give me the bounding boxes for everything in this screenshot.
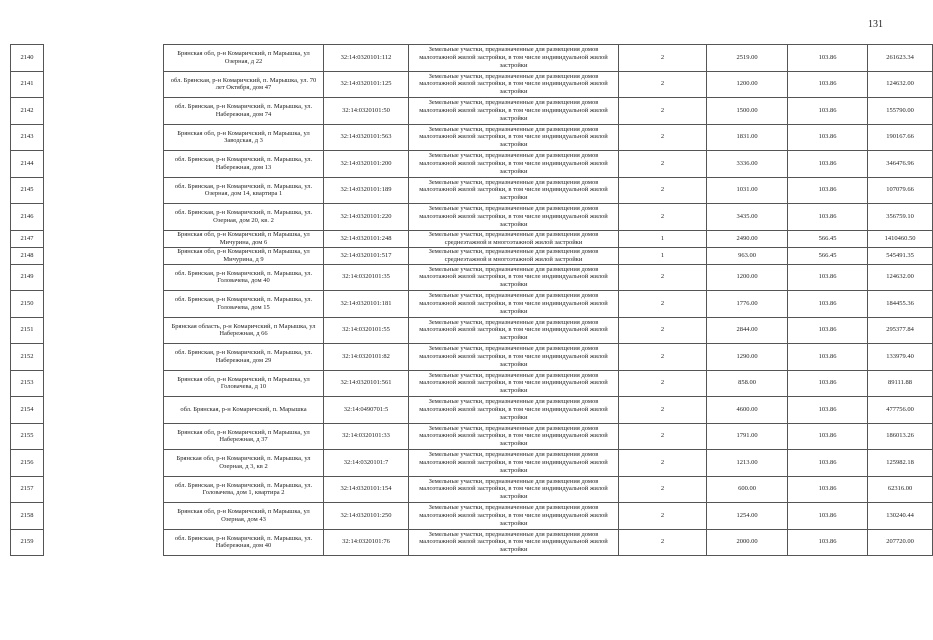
cadastral-number-cell: 32:14:0490701:5	[324, 397, 409, 424]
table-row	[11, 124, 933, 151]
spacer-cell	[44, 204, 164, 231]
area-cell: 1776.00	[707, 291, 788, 318]
spacer-cell	[44, 529, 164, 556]
table-body	[11, 45, 933, 556]
address-cell: обл. Брянская, р-н Комаричский, п. Марышка	[164, 397, 324, 424]
area-cell: 2844.00	[707, 317, 788, 344]
specific-value-cell: 566.45	[788, 247, 868, 264]
group-number-cell: 2	[619, 503, 707, 530]
table-row	[11, 317, 933, 344]
cadastral-number-cell: 32:14:0320101:76	[324, 529, 409, 556]
cadastral-number-cell: 32:14:0320101:517	[324, 247, 409, 264]
land-use-cell: Земельные участки, предназначенные для размещения домов среднеэтажной и многоэтажной жилой застройки	[409, 247, 619, 264]
cadastral-number-cell: 32:14:0320101:82	[324, 344, 409, 371]
table-row	[11, 45, 933, 72]
address-cell: обл. Брянская, р-н Комаричский, п. Марышка, ул. Головачева, дом 1, квартира 2	[164, 476, 324, 503]
specific-value-cell: 103.86	[788, 370, 868, 397]
area-cell: 963.00	[707, 247, 788, 264]
table-row	[11, 450, 933, 477]
row-number-cell: 2150	[11, 291, 44, 318]
table-row	[11, 291, 933, 318]
specific-value-cell: 566.45	[788, 230, 868, 247]
row-number-cell: 2156	[11, 450, 44, 477]
address-cell: обл. Брянская, р-н Комаричский, п. Марышка, ул. Набережная, дом 74	[164, 98, 324, 125]
table-row	[11, 230, 933, 247]
address-cell: Брянская обл, р-н Комаричский, п Марышка, ул Мичурина, д 9	[164, 247, 324, 264]
group-number-cell: 2	[619, 291, 707, 318]
cadastral-value-cell: 477756.00	[868, 397, 933, 424]
land-use-cell: Земельные участки, предназначенные для размещения домов малоэтажной жилой застройки, в том числе индивидуальной жилой застройки	[409, 71, 619, 98]
land-use-cell: Земельные участки, предназначенные для размещения домов малоэтажной жилой застройки, в том числе индивидуальной жилой застройки	[409, 264, 619, 291]
group-number-cell: 2	[619, 370, 707, 397]
spacer-cell	[44, 247, 164, 264]
address-cell: Брянская обл, р-н Комаричский, п. Марышка, ул Озерная, д 3, кв 2	[164, 450, 324, 477]
spacer-cell	[44, 450, 164, 477]
cadastral-number-cell: 32:14:0320101:181	[324, 291, 409, 318]
cadastral-value-cell: 130240.44	[868, 503, 933, 530]
row-number-cell: 2149	[11, 264, 44, 291]
cadastral-value-cell: 545491.35	[868, 247, 933, 264]
cadastral-value-table	[10, 44, 933, 556]
land-use-cell: Земельные участки, предназначенные для размещения домов малоэтажной жилой застройки, в том числе индивидуальной жилой застройки	[409, 291, 619, 318]
cadastral-number-cell: 32:14:0320101:248	[324, 230, 409, 247]
area-cell: 1290.00	[707, 344, 788, 371]
group-number-cell: 2	[619, 71, 707, 98]
address-cell: Брянская обл, р-н Комаричский, п Марышка, ул Заводская, д 3	[164, 124, 324, 151]
cadastral-number-cell: 32:14:0320101:561	[324, 370, 409, 397]
area-cell: 3336.00	[707, 151, 788, 178]
address-cell: Брянская обл, р-н Комаричский, п Марышка, ул Мичурина, дом 6	[164, 230, 324, 247]
specific-value-cell: 103.86	[788, 264, 868, 291]
address-cell: обл. Брянская, р-н Комаричский, п. Марышка, ул. Озерная, дом 14, квартира 1	[164, 177, 324, 204]
cadastral-value-cell: 295377.84	[868, 317, 933, 344]
group-number-cell: 2	[619, 450, 707, 477]
group-number-cell: 2	[619, 529, 707, 556]
spacer-cell	[44, 317, 164, 344]
land-use-cell: Земельные участки, предназначенные для размещения домов малоэтажной жилой застройки, в том числе индивидуальной жилой застройки	[409, 503, 619, 530]
cadastral-value-cell: 133979.40	[868, 344, 933, 371]
address-cell: Брянская обл, р-н Комаричский, п Марышка, ул Озерная, дом 43	[164, 503, 324, 530]
table-row	[11, 264, 933, 291]
group-number-cell: 2	[619, 177, 707, 204]
specific-value-cell: 103.86	[788, 98, 868, 125]
spacer-cell	[44, 503, 164, 530]
cadastral-number-cell: 32:14:0320101:35	[324, 264, 409, 291]
land-use-cell: Земельные участки, предназначенные для размещения домов малоэтажной жилой застройки, в том числе индивидуальной жилой застройки	[409, 151, 619, 178]
area-cell: 4600.00	[707, 397, 788, 424]
specific-value-cell: 103.86	[788, 317, 868, 344]
row-number-cell: 2148	[11, 247, 44, 264]
spacer-cell	[44, 124, 164, 151]
specific-value-cell: 103.86	[788, 177, 868, 204]
specific-value-cell: 103.86	[788, 529, 868, 556]
row-number-cell: 2143	[11, 124, 44, 151]
table-row	[11, 247, 933, 264]
specific-value-cell: 103.86	[788, 423, 868, 450]
cadastral-value-cell: 124632.00	[868, 264, 933, 291]
table-row	[11, 529, 933, 556]
row-number-cell: 2154	[11, 397, 44, 424]
spacer-cell	[44, 177, 164, 204]
area-cell: 1831.00	[707, 124, 788, 151]
area-cell: 1200.00	[707, 71, 788, 98]
address-cell: обл. Брянская, р-н Комаричский, п. Марышка, ул. Набережная, дом 13	[164, 151, 324, 178]
row-number-cell: 2146	[11, 204, 44, 231]
cadastral-value-cell: 125982.18	[868, 450, 933, 477]
land-use-cell: Земельные участки, предназначенные для размещения домов малоэтажной жилой застройки, в том числе индивидуальной жилой застройки	[409, 45, 619, 72]
group-number-cell: 2	[619, 151, 707, 178]
table-row	[11, 476, 933, 503]
land-use-cell: Земельные участки, предназначенные для размещения домов малоэтажной жилой застройки, в том числе индивидуальной жилой застройки	[409, 98, 619, 125]
group-number-cell: 2	[619, 397, 707, 424]
group-number-cell: 2	[619, 98, 707, 125]
spacer-cell	[44, 45, 164, 72]
table-row	[11, 177, 933, 204]
group-number-cell: 2	[619, 124, 707, 151]
row-number-cell: 2140	[11, 45, 44, 72]
area-cell: 858.00	[707, 370, 788, 397]
row-number-cell: 2155	[11, 423, 44, 450]
table-row	[11, 503, 933, 530]
specific-value-cell: 103.86	[788, 291, 868, 318]
area-cell: 2519.00	[707, 45, 788, 72]
address-cell: обл. Брянская, р-н Комаричский, п. Марышка, ул. Озерная, дом 20, кв. 2	[164, 204, 324, 231]
address-cell: Брянская обл, р-н Комаричский, п Марышка, ул Озерная, д 22	[164, 45, 324, 72]
cadastral-number-cell: 32:14:0320101:112	[324, 45, 409, 72]
cadastral-number-cell: 32:14:0320101:55	[324, 317, 409, 344]
area-cell: 3435.00	[707, 204, 788, 231]
specific-value-cell: 103.86	[788, 344, 868, 371]
land-use-cell: Земельные участки, предназначенные для размещения домов малоэтажной жилой застройки, в том числе индивидуальной жилой застройки	[409, 476, 619, 503]
specific-value-cell: 103.86	[788, 71, 868, 98]
cadastral-value-cell: 1410460.50	[868, 230, 933, 247]
specific-value-cell: 103.86	[788, 397, 868, 424]
cadastral-number-cell: 32:14:0320101:125	[324, 71, 409, 98]
spacer-cell	[44, 476, 164, 503]
land-use-cell: Земельные участки, предназначенные для размещения домов малоэтажной жилой застройки, в том числе индивидуальной жилой застройки	[409, 529, 619, 556]
cadastral-number-cell: 32:14:0320101:189	[324, 177, 409, 204]
area-cell: 1791.00	[707, 423, 788, 450]
page-number: 131	[868, 19, 883, 30]
specific-value-cell: 103.86	[788, 45, 868, 72]
cadastral-value-cell: 346476.96	[868, 151, 933, 178]
cadastral-value-cell: 207720.00	[868, 529, 933, 556]
row-number-cell: 2158	[11, 503, 44, 530]
group-number-cell: 2	[619, 45, 707, 72]
specific-value-cell: 103.86	[788, 503, 868, 530]
group-number-cell: 1	[619, 247, 707, 264]
table-row	[11, 71, 933, 98]
land-use-cell: Земельные участки, предназначенные для размещения домов малоэтажной жилой застройки, в том числе индивидуальной жилой застройки	[409, 450, 619, 477]
cadastral-value-cell: 62316.00	[868, 476, 933, 503]
address-cell: Брянская обл, р-н Комаричский, п Марышка, ул Головачева, д 10	[164, 370, 324, 397]
spacer-cell	[44, 423, 164, 450]
spacer-cell	[44, 344, 164, 371]
spacer-cell	[44, 230, 164, 247]
table-row	[11, 98, 933, 125]
address-cell: обл. Брянская, р-н Комаричский, п. Марышка, ул. Набережная, дом 29	[164, 344, 324, 371]
address-cell: обл. Брянская, р-н Комаричский, п. Марышка, ул. Головачева, дом 15	[164, 291, 324, 318]
land-use-cell: Земельные участки, предназначенные для размещения домов малоэтажной жилой застройки, в том числе индивидуальной жилой застройки	[409, 204, 619, 231]
area-cell: 1500.00	[707, 98, 788, 125]
spacer-cell	[44, 264, 164, 291]
row-number-cell: 2144	[11, 151, 44, 178]
specific-value-cell: 103.86	[788, 151, 868, 178]
area-cell: 2490.00	[707, 230, 788, 247]
group-number-cell: 2	[619, 476, 707, 503]
cadastral-value-cell: 184455.36	[868, 291, 933, 318]
row-number-cell: 2147	[11, 230, 44, 247]
table-row	[11, 344, 933, 371]
land-use-cell: Земельные участки, предназначенные для размещения домов малоэтажной жилой застройки, в том числе индивидуальной жилой застройки	[409, 397, 619, 424]
table-row	[11, 397, 933, 424]
address-cell: обл. Брянская, р-н Комаричский, п. Марышка, ул. 70 лет Октября, дом 47	[164, 71, 324, 98]
land-use-cell: Земельные участки, предназначенные для размещения домов малоэтажной жилой застройки, в том числе индивидуальной жилой застройки	[409, 124, 619, 151]
cadastral-number-cell: 32:14:0320101:250	[324, 503, 409, 530]
cadastral-value-cell: 356759.10	[868, 204, 933, 231]
cadastral-number-cell: 32:14:0320101:50	[324, 98, 409, 125]
land-use-cell: Земельные участки, предназначенные для размещения домов малоэтажной жилой застройки, в том числе индивидуальной жилой застройки	[409, 344, 619, 371]
row-number-cell: 2141	[11, 71, 44, 98]
land-use-cell: Земельные участки, предназначенные для размещения домов малоэтажной жилой застройки, в том числе индивидуальной жилой застройки	[409, 370, 619, 397]
row-number-cell: 2145	[11, 177, 44, 204]
spacer-cell	[44, 370, 164, 397]
address-cell: Брянская область, р-н Комаричский, п Марышка, ул Набережная, д 66	[164, 317, 324, 344]
row-number-cell: 2151	[11, 317, 44, 344]
group-number-cell: 2	[619, 317, 707, 344]
cadastral-number-cell: 32:14:0320101:220	[324, 204, 409, 231]
table-row	[11, 151, 933, 178]
row-number-cell: 2152	[11, 344, 44, 371]
area-cell: 600.00	[707, 476, 788, 503]
spacer-cell	[44, 71, 164, 98]
specific-value-cell: 103.86	[788, 124, 868, 151]
area-cell: 2000.00	[707, 529, 788, 556]
area-cell: 1031.00	[707, 177, 788, 204]
group-number-cell: 2	[619, 423, 707, 450]
row-number-cell: 2153	[11, 370, 44, 397]
row-number-cell: 2142	[11, 98, 44, 125]
spacer-cell	[44, 397, 164, 424]
row-number-cell: 2159	[11, 529, 44, 556]
address-cell: обл. Брянская, р-н Комаричский, п. Марышка, ул. Головачева, дом 40	[164, 264, 324, 291]
land-use-cell: Земельные участки, предназначенные для размещения домов малоэтажной жилой застройки, в том числе индивидуальной жилой застройки	[409, 423, 619, 450]
table-row	[11, 423, 933, 450]
cadastral-value-cell: 261623.34	[868, 45, 933, 72]
cadastral-value-cell: 107079.66	[868, 177, 933, 204]
address-cell: Брянская обл, р-н Комаричский, п Марышка, ул Набережная, д 37	[164, 423, 324, 450]
table-row	[11, 204, 933, 231]
cadastral-value-cell: 155790.00	[868, 98, 933, 125]
group-number-cell: 2	[619, 344, 707, 371]
group-number-cell: 2	[619, 204, 707, 231]
spacer-cell	[44, 98, 164, 125]
land-use-cell: Земельные участки, предназначенные для размещения домов малоэтажной жилой застройки, в том числе индивидуальной жилой застройки	[409, 177, 619, 204]
specific-value-cell: 103.86	[788, 204, 868, 231]
cadastral-value-cell: 124632.00	[868, 71, 933, 98]
group-number-cell: 2	[619, 264, 707, 291]
row-number-cell: 2157	[11, 476, 44, 503]
cadastral-value-cell: 190167.66	[868, 124, 933, 151]
cadastral-value-cell: 89111.88	[868, 370, 933, 397]
specific-value-cell: 103.86	[788, 476, 868, 503]
cadastral-number-cell: 32:14:0320101:563	[324, 124, 409, 151]
area-cell: 1213.00	[707, 450, 788, 477]
group-number-cell: 1	[619, 230, 707, 247]
spacer-cell	[44, 291, 164, 318]
cadastral-number-cell: 32:14:0320101:7	[324, 450, 409, 477]
cadastral-number-cell: 32:14:0320101:154	[324, 476, 409, 503]
spacer-cell	[44, 151, 164, 178]
cadastral-number-cell: 32:14:0320101:200	[324, 151, 409, 178]
cadastral-number-cell: 32:14:0320101:33	[324, 423, 409, 450]
area-cell: 1200.00	[707, 264, 788, 291]
table-row	[11, 370, 933, 397]
cadastral-value-cell: 186013.26	[868, 423, 933, 450]
address-cell: обл. Брянская, р-н Комаричский, п. Марышка, ул. Набережная, дом 40	[164, 529, 324, 556]
specific-value-cell: 103.86	[788, 450, 868, 477]
land-use-cell: Земельные участки, предназначенные для размещения домов малоэтажной жилой застройки, в том числе индивидуальной жилой застройки	[409, 317, 619, 344]
land-use-cell: Земельные участки, предназначенные для размещения домов среднеэтажной и многоэтажной жилой застройки	[409, 230, 619, 247]
area-cell: 1254.00	[707, 503, 788, 530]
